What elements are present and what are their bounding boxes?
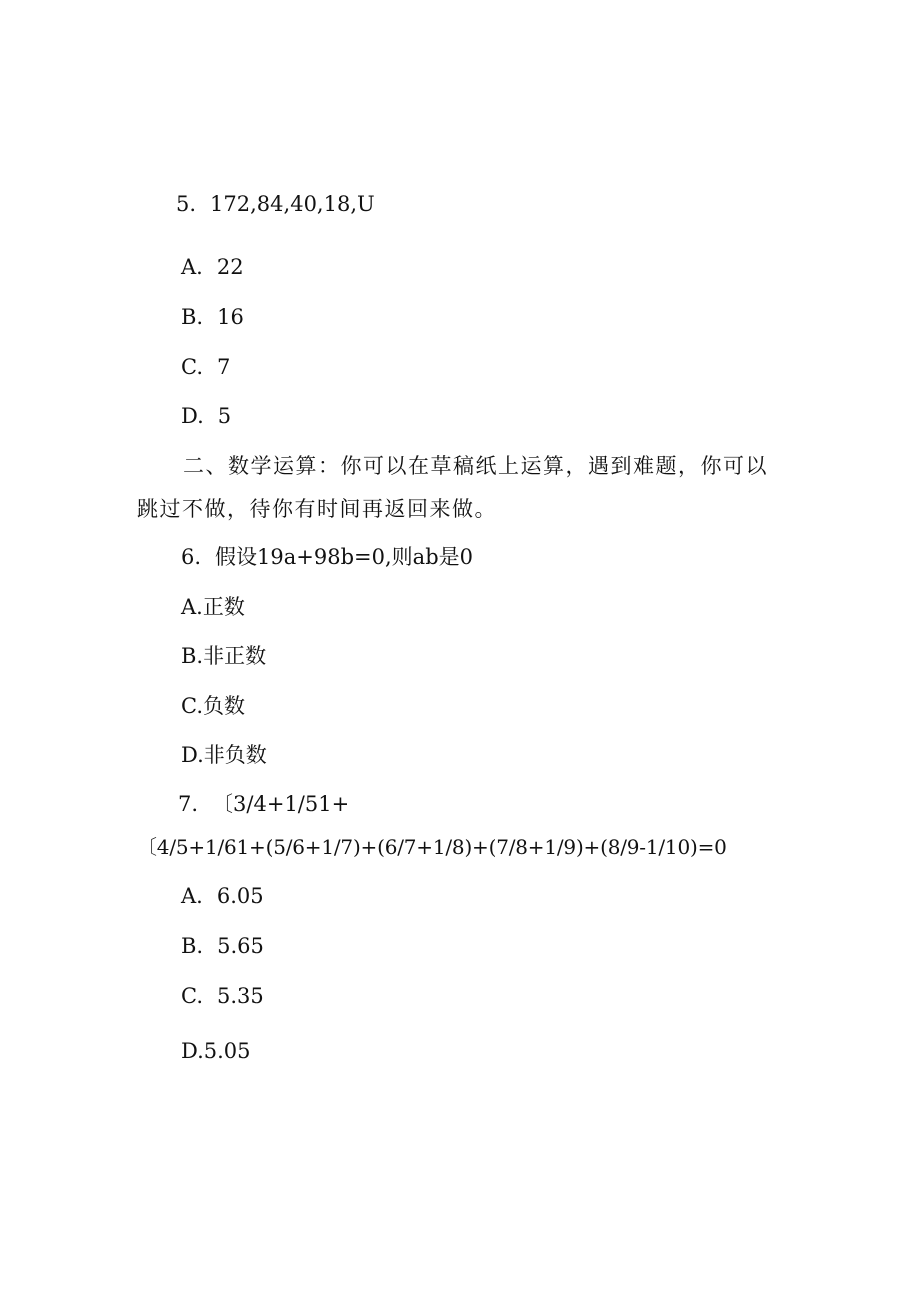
question-5-option-a: [181, 253, 244, 281]
option-text: 7: [217, 355, 231, 379]
option-text: 16: [217, 305, 244, 329]
question-5-stem: [176, 190, 375, 218]
question-text: 假设19a+98b=0,则ab是0: [215, 545, 474, 569]
question-7-option-d: D.5.05: [181, 1039, 251, 1063]
question-6-option-b: B.非正数: [181, 644, 267, 668]
section-heading-line-1: 二、数学运算：你可以在草稿纸上运算，遇到难题，你可以: [183, 454, 768, 478]
question-number: 5.: [176, 192, 197, 216]
question-number: 6.: [181, 545, 202, 569]
question-7-option-c: [181, 982, 264, 1010]
question-7-stem-line-1: [178, 790, 349, 818]
question-7-option-b: [181, 932, 264, 960]
question-text: 172,84,40,18,U: [210, 192, 375, 216]
option-text: 22: [216, 255, 244, 279]
question-5-option-c: [181, 353, 230, 381]
question-5-option-d: [181, 402, 231, 430]
question-7-option-a: [181, 882, 264, 910]
section-heading-line-2: 跳过不做，待你有时间再返回来做。: [137, 497, 497, 521]
option-letter: B.: [181, 934, 204, 958]
option-text: 5: [217, 404, 232, 428]
question-7-stem-line-2: 〔4/5+1/61+(5/6+1/7)+(6/7+1/8)+(7/8+1/9)+(8/9-1/10)=0: [137, 835, 727, 859]
option-letter: D.: [181, 404, 204, 428]
question-6-option-c: C.负数: [181, 694, 245, 718]
question-6-option-d: D.非负数: [181, 743, 267, 767]
option-letter: C.: [181, 355, 203, 379]
option-text: 5.65: [217, 934, 264, 958]
option-letter: A.: [181, 884, 203, 908]
question-6-stem: [181, 543, 473, 571]
question-number: 7.: [178, 792, 199, 816]
option-text: 5.35: [217, 984, 264, 1008]
option-text: 6.05: [216, 884, 264, 908]
option-letter: C.: [181, 984, 203, 1008]
question-5-option-b: [181, 303, 244, 331]
question-6-option-a: A.正数: [181, 595, 245, 619]
option-letter: A.: [181, 255, 203, 279]
option-letter: B.: [181, 305, 204, 329]
question-text: 〔3/4+1/51+: [212, 792, 350, 816]
